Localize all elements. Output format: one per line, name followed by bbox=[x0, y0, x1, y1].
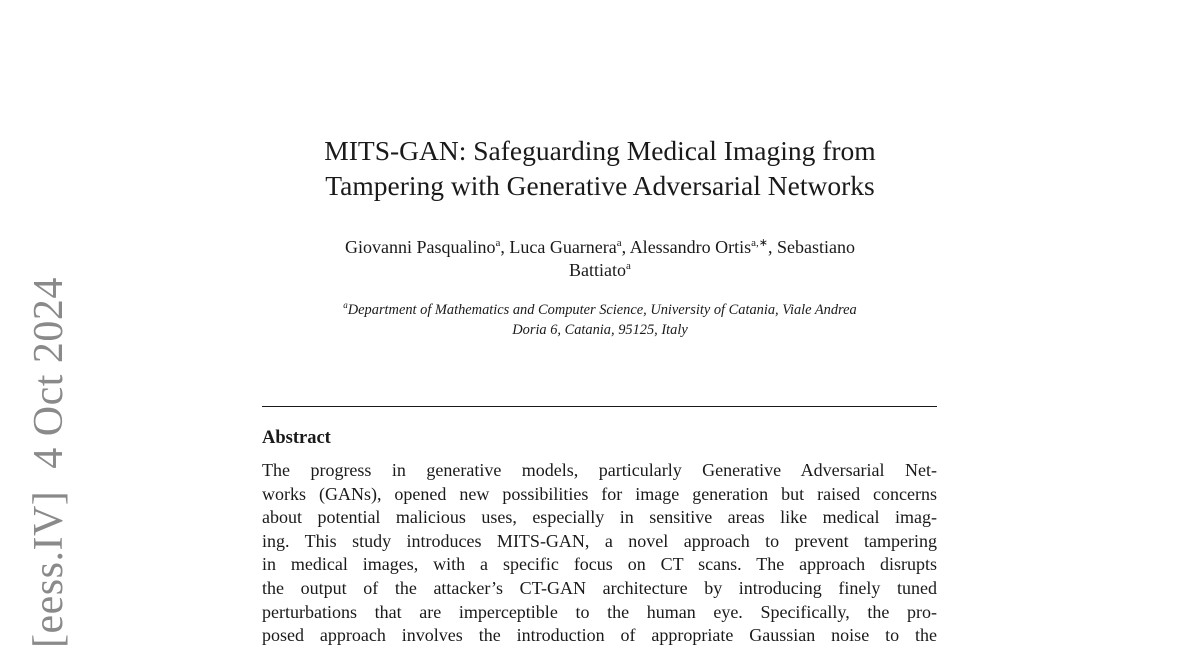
author-separator: , bbox=[768, 237, 778, 257]
affiliation-mark: a bbox=[343, 300, 348, 311]
author-name: Alessandro Ortis bbox=[629, 237, 752, 257]
author-affiliation-mark: a bbox=[495, 237, 501, 249]
title-line-1: MITS-GAN: Safeguarding Medical Imaging from bbox=[324, 135, 876, 166]
abstract-line: The progress in generative models, particularly Generative Adversarial Net- bbox=[262, 460, 937, 480]
abstract-line: ing. This study introduces MITS-GAN, a novel approach to prevent tampering bbox=[262, 530, 937, 551]
abstract-line: posed approach involves the introduction of appropriate Gaussian noise to the bbox=[262, 625, 937, 646]
paper-title bbox=[262, 133, 938, 203]
author-separator: , bbox=[621, 237, 630, 257]
section-rule bbox=[262, 406, 937, 407]
author-name: Sebastiano bbox=[777, 237, 856, 257]
abstract-line: about potential malicious uses, especially in sensitive areas like medical imag- bbox=[262, 507, 937, 528]
arxiv-side-stamp bbox=[28, 277, 70, 648]
affiliation-line-1: Department of Mathematics and Computer Science, University of Catania, Viale Andrea bbox=[347, 302, 857, 318]
affiliation bbox=[262, 301, 938, 340]
author-separator: , bbox=[500, 237, 510, 257]
abstract-line: perturbations that are imperceptible to the human eye. Specifically, the pro- bbox=[262, 601, 937, 622]
affiliation-line-2: Doria 6, Catania, 95125, Italy bbox=[512, 321, 688, 338]
author-name: Giovanni Pasqualino bbox=[344, 237, 496, 257]
abstract-line: in medical images, with a specific focus on CT scans. The approach disrupts bbox=[262, 554, 937, 575]
author-affiliation-mark: a bbox=[616, 237, 622, 249]
abstract-line: works (GANs), opened new possibilities for image generation but raised concerns bbox=[262, 483, 937, 504]
abstract-body bbox=[262, 459, 937, 648]
author-name: Battiato bbox=[569, 260, 627, 280]
author-affiliation-mark: a bbox=[626, 260, 631, 272]
abstract-line: the output of the attacker’s CT-GAN architecture by introducing finely tuned bbox=[262, 577, 937, 598]
author-name: Luca Guarnera bbox=[509, 237, 617, 257]
author-affiliation-mark: a,∗ bbox=[751, 237, 769, 249]
author-list bbox=[262, 236, 938, 282]
abstract-heading: Abstract bbox=[262, 428, 331, 448]
arxiv-category: [eess.IV] bbox=[26, 490, 72, 648]
title-line-2: Tampering with Generative Adversarial Networks bbox=[325, 170, 875, 201]
arxiv-date: 4 Oct 2024 bbox=[26, 277, 72, 469]
